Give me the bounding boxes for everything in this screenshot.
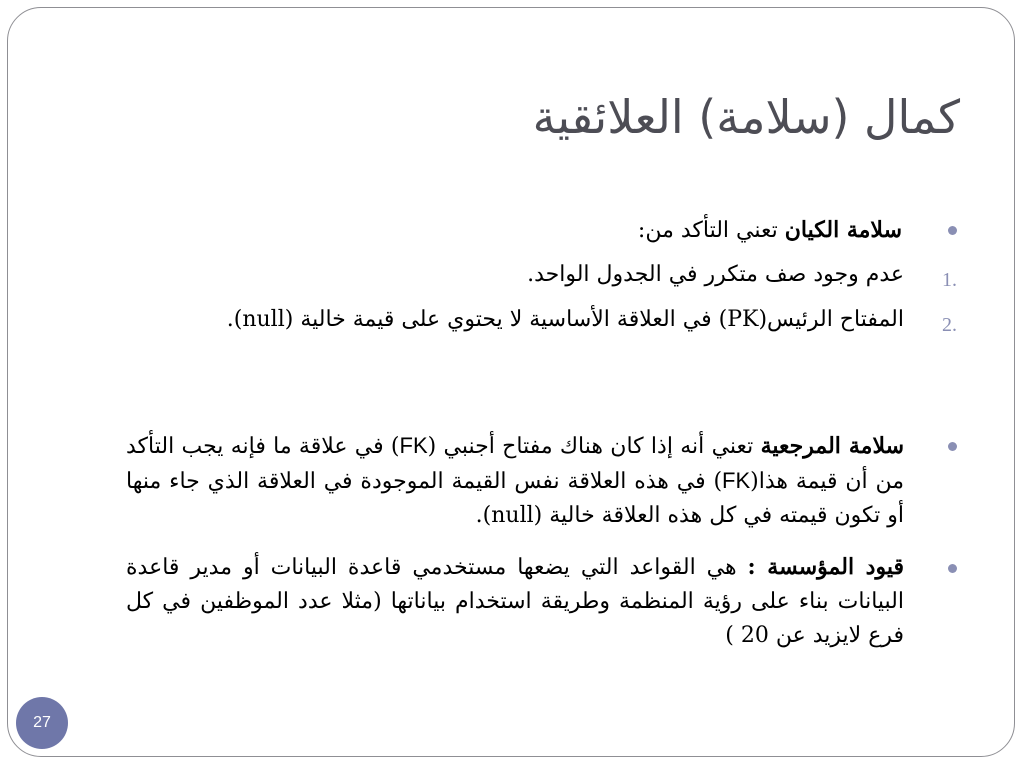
bullet-icon xyxy=(948,226,957,235)
entity-integrity-text: تعني التأكد من: xyxy=(637,218,785,243)
list-number-2: 2. xyxy=(942,314,957,336)
list-number-1: 1. xyxy=(942,269,957,291)
referential-integrity-paragraph xyxy=(126,429,904,533)
bullet-icon xyxy=(948,564,957,573)
fk-label: FK xyxy=(722,468,751,493)
bullet-icon xyxy=(948,442,957,451)
fk-label: FK xyxy=(399,433,428,458)
entity-item-1: عدم وجود صف متكرر في الجدول الواحد. xyxy=(527,262,904,287)
entity-integrity-bold: سلامة الكيان xyxy=(784,217,902,243)
referential-integrity-bold: سلامة المرجعية xyxy=(760,433,905,459)
referential-text-a: تعني أنه إذا كان هناك مفتاح أجنبي ( xyxy=(427,434,761,459)
page-number-badge: 27 xyxy=(16,697,68,749)
enterprise-constraints-text: هي القواعد التي يضعها مستخدمي قاعدة البيانات أو مدير قاعدة البيانات بناء على رؤية المنظمة وطريقة استخدام بياناتها (مثلا عدد الموظفين في كل فرع لايزيد عن 20 ) xyxy=(126,555,904,648)
referential-text-c: ) في هذه العلاقة نفس القيمة الموجودة في العلاقة الذي جاء منها أو تكون قيمته في كل هذه العلاقة خالية (null). xyxy=(126,469,904,528)
enterprise-constraints-bold: قيود المؤسسة : xyxy=(747,554,904,580)
entity-item-2: المفتاح الرئيس(PK) في العلاقة الأساسية لا يحتوي على قيمة خالية (null). xyxy=(226,307,904,332)
slide-title: كمال (سلامة) العلائقية xyxy=(532,90,960,144)
referential-text-b: ) في علاقة ما فإنه يجب التأكد من أن قيمة هذا( xyxy=(126,434,904,494)
entity-integrity-heading xyxy=(342,213,902,248)
enterprise-constraints-paragraph xyxy=(126,550,904,653)
